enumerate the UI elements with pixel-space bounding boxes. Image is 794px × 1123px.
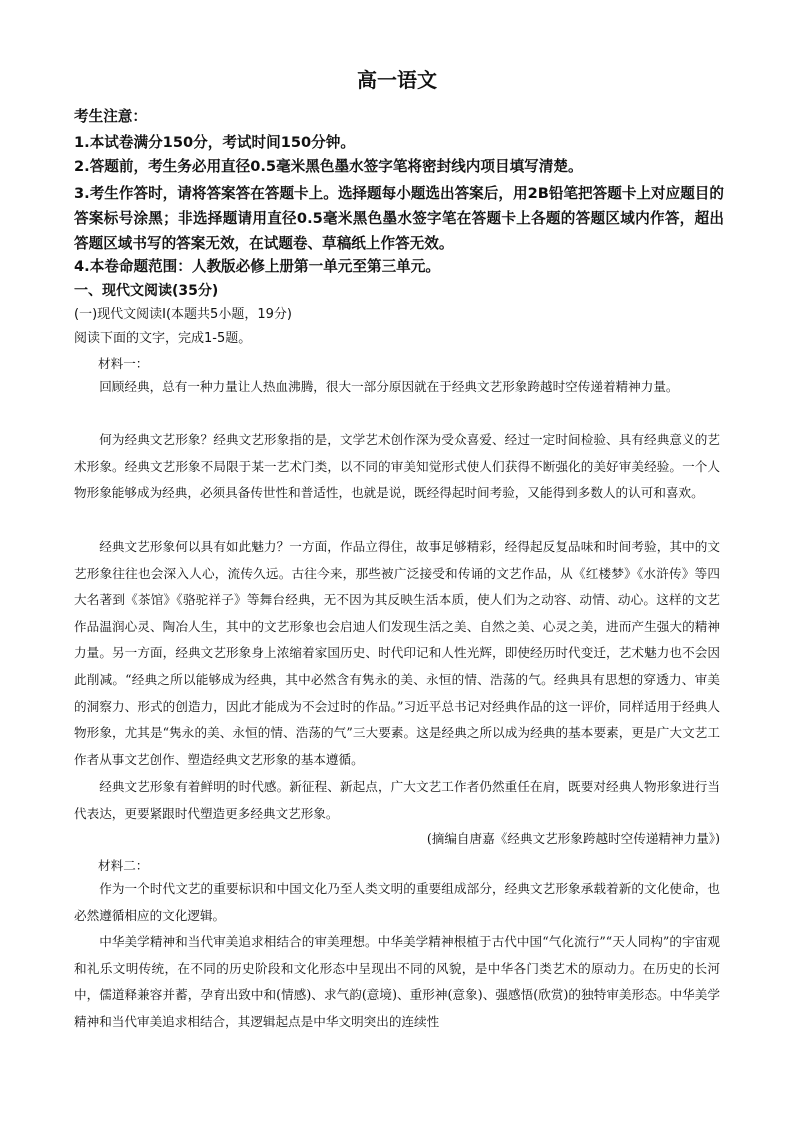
material-one-paragraph: 经典文艺形象何以具有如此魅力？一方面，作品立得住，故事足够精彩，经得起反复品味和时间考验，其中的文艺形象往往也会深入人心，流传久远。古往今来，那些被广泛接受和传诵的文艺作品，从《红楼梦》《水浒传》等四大名著到《茶馆》《骆驼祥子》等舞台经典，无不因为其反映生活本质，使人们为之动容、动情、动心。这样的文艺作品温润心灵、陶冶人生，其中的文艺形象也会启迪人们发现生活之美、自然之美、心灵之美，进而产生强大的精神力量。另一方面，经典文艺形象身上浓缩着家国历史、时代印记和人性光辉，即使经历时代变迁，艺术魅力也不会因此削减。“经典之所以能够成为经典，其中必然含有隽永的美、永恒的情、浩荡的气。经典具有思想的穿透力、审美的洞察力、形式的创造力，因此才能成为不会过时的作品。”习近平总书记对经典作品的这一评价，同样适用于经典人物形象，尤其是“隽永的美、永恒的情、浩荡的气”三大要素。这是经典之所以成为经典的基本要素，更是广大文艺工作者从事文艺创作、塑造经典文艺形象的基本遵循。: [74, 539, 720, 767]
material-one-paragraph: 何为经典文艺形象？经典文艺形象指的是，文学艺术创作深为受众喜爱、经过一定时间检验、具有经典意义的艺术形象。经典文艺形象不局限于某一艺术门类，以不同的审美知觉形式使人们获得不断强化的美好审美经验。一个人物形象能够成为经典，必须具备传世性和普适性，也就是说，既经得起时间考验，又能得到多数人的认可和喜欢。: [74, 432, 720, 501]
material-one-paragraph: 经典文艺形象有着鲜明的时代感。新征程、新起点，广大文艺工作者仍然重任在肩，既要对经典人物形象进行当代表达，更要紧跟时代塑造更多经典文艺形象。: [74, 779, 720, 821]
section-heading: 一、现代文阅读(35分): [74, 283, 219, 299]
material-two-label: 材料二：: [98, 858, 149, 873]
notice-item-4: 4.本卷命题范围：人教版必修上册第一单元至第三单元。: [74, 258, 440, 275]
notice-item-1: 1.本试卷满分150分，考试时间150分钟。: [74, 134, 355, 151]
reading-instruction: 阅读下面的文字，完成1-5题。: [74, 331, 252, 346]
page-title: 高一语文: [357, 68, 437, 92]
material-two-paragraph: 作为一个时代文艺的重要标识和中国文化乃至人类文明的重要组成部分，经典文艺形象承载着新的文化使命，也必然遵循相应的文化逻辑。: [74, 881, 720, 923]
material-one-source: (摘编自唐嘉《经典文艺形象跨越时空传递精神力量》): [426, 831, 720, 846]
material-one-paragraph: 回顾经典，总有一种力量让人热血沸腾，很大一部分原因就在于经典文艺形象跨越时空传递着精神力量。: [99, 379, 679, 394]
material-two-paragraph: 中华美学精神和当代审美追求相结合的审美理想。中华美学精神根植于古代中国“气化流行”“天人同构”的宇宙观和礼乐文明传统，在不同的历史阶段和文化形态中呈现出不同的风貌，是中华各门类艺术的原动力。在历史的长河中，儒道释兼容并蓄，孕育出致中和(情感)、求气韵(意境)、重形神(意象)、强感悟(欣赏)的独特审美形态。中华美学精神和当代审美追求相结合，其逻辑起点是中华文明突出的连续性: [74, 934, 720, 1029]
notice-item-3: 3.考生作答时，请将答案答在答题卡上。选择题每小题选出答案后，用2B铅笔把答题卡上对应题目的答案标号涂黑；非选择题请用直径0.5毫米黑色墨水签字笔在答题卡上各题的答题区域内作答，超出答题区域书写的答案无效，在试题卷、草稿纸上作答无效。: [74, 185, 724, 252]
subsection-heading: (一)现代文阅读Ⅰ(本题共5小题，19分): [74, 307, 292, 322]
material-one-label: 材料一：: [98, 356, 149, 371]
notice-heading: 考生注意：: [74, 108, 147, 125]
notice-item-2: 2.答题前，考生务必用直径0.5毫米黑色墨水签字笔将密封线内项目填写清楚。: [74, 158, 583, 175]
